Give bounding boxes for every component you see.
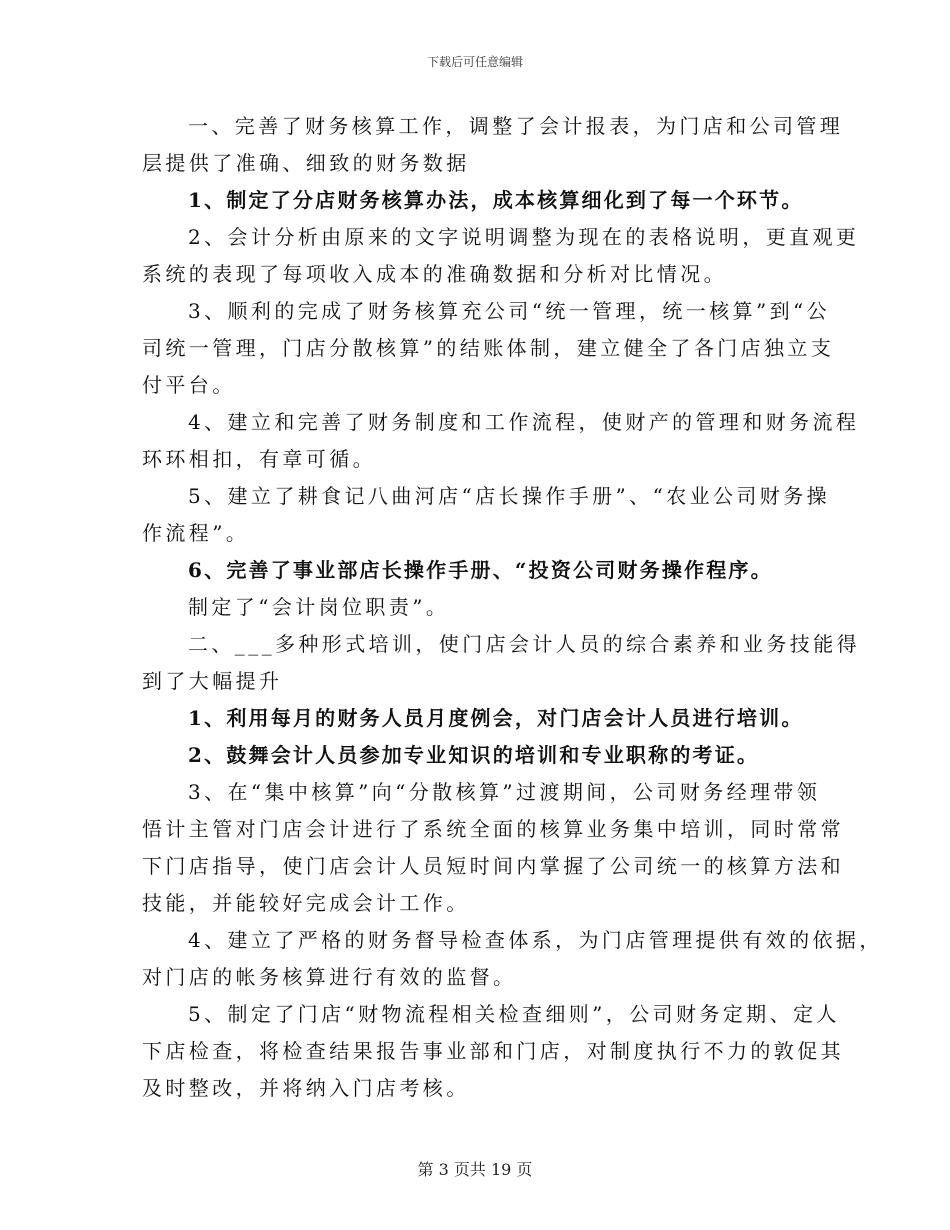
item-1-2: 2、会计分析由原来的文字说明调整为现在的表格说明，更直观更 <box>188 225 860 249</box>
item-2-3-cont2: 下门店指导，使门店会计人员短时间内掌握了公司统一的核算方法和 <box>142 854 844 878</box>
item-1-5-cont: 作流程”。 <box>142 521 250 545</box>
item-2-2: 2、鼓舞会计人员参加专业知识的培训和专业职称的考证。 <box>188 743 760 767</box>
page-header: 下载后可任意编辑 <box>426 55 523 69</box>
item-1-4-cont: 环环相扣，有章可循。 <box>142 447 376 471</box>
item-1-1: 1、制定了分店财务核算办法，成本核算细化到了每一个环节。 <box>188 188 804 212</box>
item-2-4-cont: 对门店的帐务核算进行有效的监督。 <box>142 965 517 989</box>
section-heading-2: 二、___多种形式培训，使门店会计人员的综合素养和业务技能得 <box>188 632 860 656</box>
item-1-3-cont: 司统一管理，门店分散核算”的结账体制，建立健全了各门店独立支 <box>142 336 835 360</box>
item-2-4: 4、建立了严格的财务督导检查体系，为门店管理提供有效的依据， <box>188 928 883 952</box>
section-heading-1: 一、完善了财务核算工作，调整了会计报表，为门店和公司管理 <box>188 114 844 138</box>
item-1-3-cont2: 付平台。 <box>142 373 236 397</box>
item-2-5-cont2: 及时整改，并将纳入门店考核。 <box>142 1076 470 1100</box>
item-1-6: 6、完善了事业部店长操作手册、“投资公司财务操作程序。 <box>188 558 773 582</box>
item-2-3-cont: 悟计主管对门店会计进行了系统全面的核算业务集中培训，同时常常 <box>142 817 844 841</box>
item-1-5: 5、建立了耕食记八曲河店“店长操作手册”、“农业公司财务操 <box>188 484 830 508</box>
page-number-footer: 第 3 页共 19 页 <box>417 1160 533 1179</box>
item-1-4: 4、建立和完善了财务制度和工作流程，使财产的管理和财务流程 <box>188 410 860 434</box>
item-2-5-cont: 下店检查，将检查结果报告事业部和门店，对制度执行不力的敦促其 <box>142 1039 844 1063</box>
item-1-6-cont: 制定了“会计岗位职责”。 <box>188 595 450 619</box>
item-2-5: 5、制定了门店“财物流程相关检查细则”，公司财务定期、定人 <box>188 1002 840 1026</box>
section-heading-1-cont: 层提供了准确、细致的财务数据 <box>142 151 470 175</box>
document-body <box>142 108 883 1107</box>
section-heading-2-cont: 到了大幅提升 <box>142 669 283 693</box>
item-1-3: 3、顺利的完成了财务核算充公司“统一管理，统一核算”到“公 <box>188 299 830 323</box>
item-2-3-cont3: 技能，并能较好完成会计工作。 <box>142 891 470 915</box>
item-2-3: 3、在“集中核算”向“分散核算”过渡期间，公司财务经理带领 <box>188 780 821 804</box>
item-1-2-cont: 系统的表现了每项收入成本的准确数据和分析对比情况。 <box>142 262 727 286</box>
item-2-1: 1、利用每月的财务人员月度例会，对门店会计人员进行培训。 <box>188 706 804 730</box>
